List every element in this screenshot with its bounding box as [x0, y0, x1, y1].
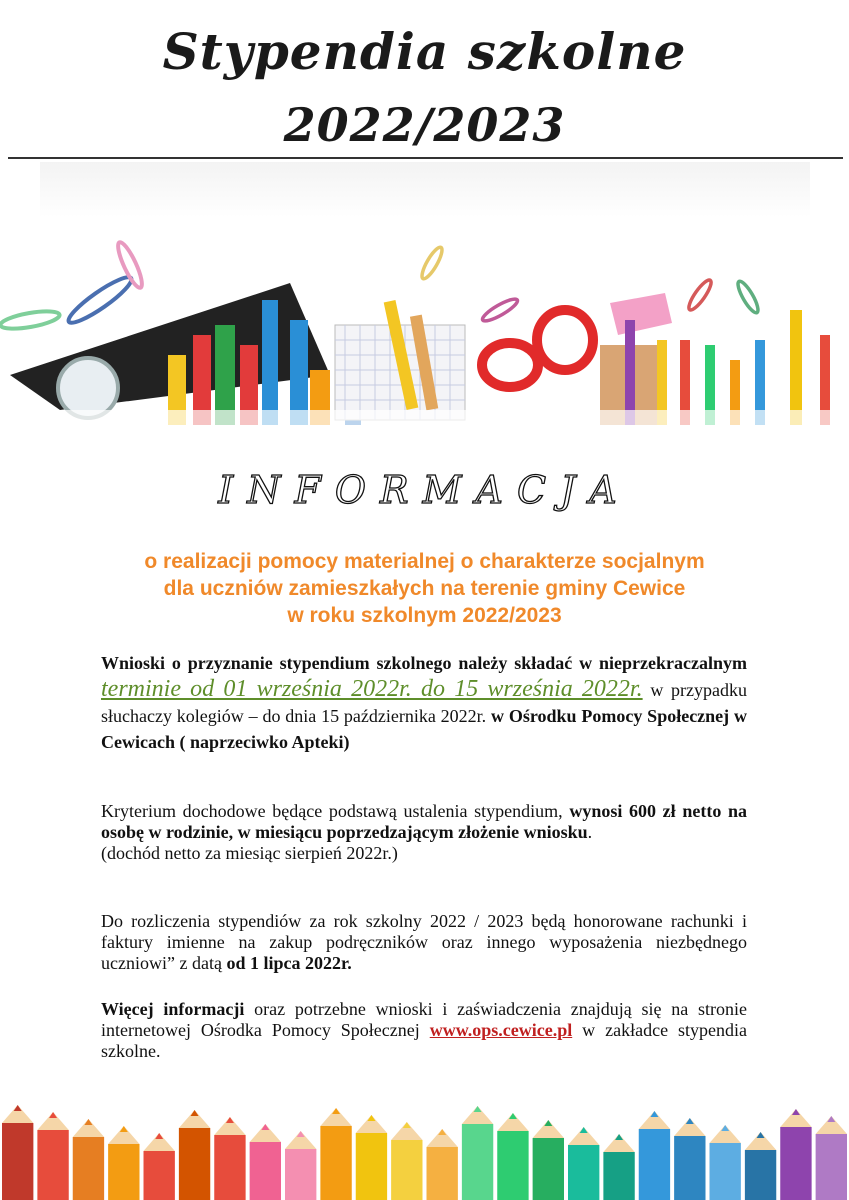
- deadline-intro: Wnioski o przyznanie stypendium szkolnego należy składać w nieprzekraczalnym: [101, 653, 747, 673]
- pencil-icon: [108, 1126, 139, 1200]
- subtitle-line3: w roku szkolnym 2022/2023: [287, 604, 562, 627]
- criterion-period: .: [587, 822, 593, 842]
- page-title-line1: Stypendia szkolne: [162, 22, 687, 81]
- info-heading: INFORMACJA: [218, 468, 631, 512]
- pencil-icon: [674, 1118, 705, 1200]
- pencil-icon: [710, 1125, 741, 1200]
- paperclip-icon: [64, 272, 135, 329]
- pencil-icon: [497, 1113, 528, 1200]
- pencil-icon: [816, 1116, 847, 1200]
- more-info-text: oraz potrzebne wnioski i zaświadczenia znajdują się na stronie internetowej Ośrodka Pomocy Społecznej: [101, 999, 747, 1040]
- subtitle-line2: dla uczniów zamieszkałych na terenie gminy Cewice: [163, 577, 686, 600]
- pencil-icon: [568, 1127, 599, 1200]
- pencil-icon: [250, 1124, 281, 1200]
- pencil-icon: [2, 1105, 33, 1200]
- invoices-date: od 1 lipca 2022r.: [226, 953, 352, 973]
- pencil-icon: [639, 1111, 670, 1200]
- criterion-intro: Kryterium dochodowe będące podstawą ustalenia stypendium,: [101, 801, 570, 821]
- more-info-label: Więcej informacji: [101, 999, 245, 1019]
- pencil-icon: [391, 1122, 422, 1200]
- pencil-icon: [462, 1106, 493, 1200]
- pencil-icon: [780, 1109, 811, 1200]
- pencil-icon: [320, 1108, 351, 1200]
- pencil-icon: [37, 1112, 68, 1200]
- page-title-line2: 2022/2023: [283, 98, 566, 152]
- pencil-icon: [144, 1133, 175, 1200]
- paperclip-icon: [0, 308, 61, 332]
- paragraph-criterion: [101, 801, 747, 864]
- subtitle-line1: o realizacji pomocy materialnej o charakterze socjalnym: [144, 550, 705, 573]
- paperclip-icon: [686, 277, 715, 312]
- invoices-text: Do rozliczenia stypendiów za rok szkolny 2022 / 2023 będą honorowane rachunki i faktury imienne na zakup podręczników oraz innego wyposażenia niezbędnego uczniowi” z datą: [101, 911, 747, 973]
- scissors-icon: [482, 310, 593, 387]
- pencil-yellow: [790, 310, 802, 425]
- paragraph-invoices: [101, 911, 747, 974]
- deadline-note: w przypadku słuchaczy kolegiów – do dnia 15 października 2022r.: [101, 680, 747, 726]
- pencil-icon: [427, 1129, 458, 1200]
- ops-website-link[interactable]: www.ops.cewice.pl: [429, 1020, 573, 1040]
- paperclip-icon: [419, 245, 446, 281]
- pencil-icon: [533, 1120, 564, 1200]
- header-shadow: [40, 162, 810, 217]
- pencil-icon: [745, 1132, 776, 1200]
- paperclip-icon: [480, 296, 520, 325]
- magnifier-icon: [58, 358, 118, 418]
- eraser: [610, 293, 672, 335]
- paperclip-icon: [735, 279, 762, 315]
- marker-blue: [262, 300, 278, 425]
- pencil-icon: [285, 1131, 316, 1200]
- pencil-purple: [625, 320, 635, 425]
- criterion-note: (dochód netto za miesiąc sierpień 2022r.): [101, 843, 398, 863]
- marker-blue: [290, 320, 308, 425]
- paragraph-more-info: [101, 999, 747, 1062]
- school-supplies-illustration: [0, 225, 849, 425]
- office-location: w Ośrodku Pomocy Społecznej w Cewicach ( naprzeciwko Apteki): [101, 706, 747, 752]
- pencil-icon: [356, 1115, 387, 1200]
- deadline-dates: terminie od 01 września 2022r. do 15 września 2022r.: [101, 676, 643, 702]
- pencil-icon: [73, 1119, 104, 1200]
- header-divider: [8, 157, 843, 159]
- pencil-icon: [214, 1117, 245, 1200]
- paragraph-deadline: [101, 650, 747, 755]
- pencil-icon: [179, 1110, 210, 1200]
- pencil-icon: [603, 1134, 634, 1200]
- more-info-tail: w zakładce stypendia szkolne.: [101, 1020, 747, 1061]
- colored-pencils-border: [0, 1085, 849, 1200]
- criterion-amount: wynosi 600 zł netto na osobę w rodzinie, w miesiącu poprzedzającym złożenie wniosku: [101, 801, 747, 842]
